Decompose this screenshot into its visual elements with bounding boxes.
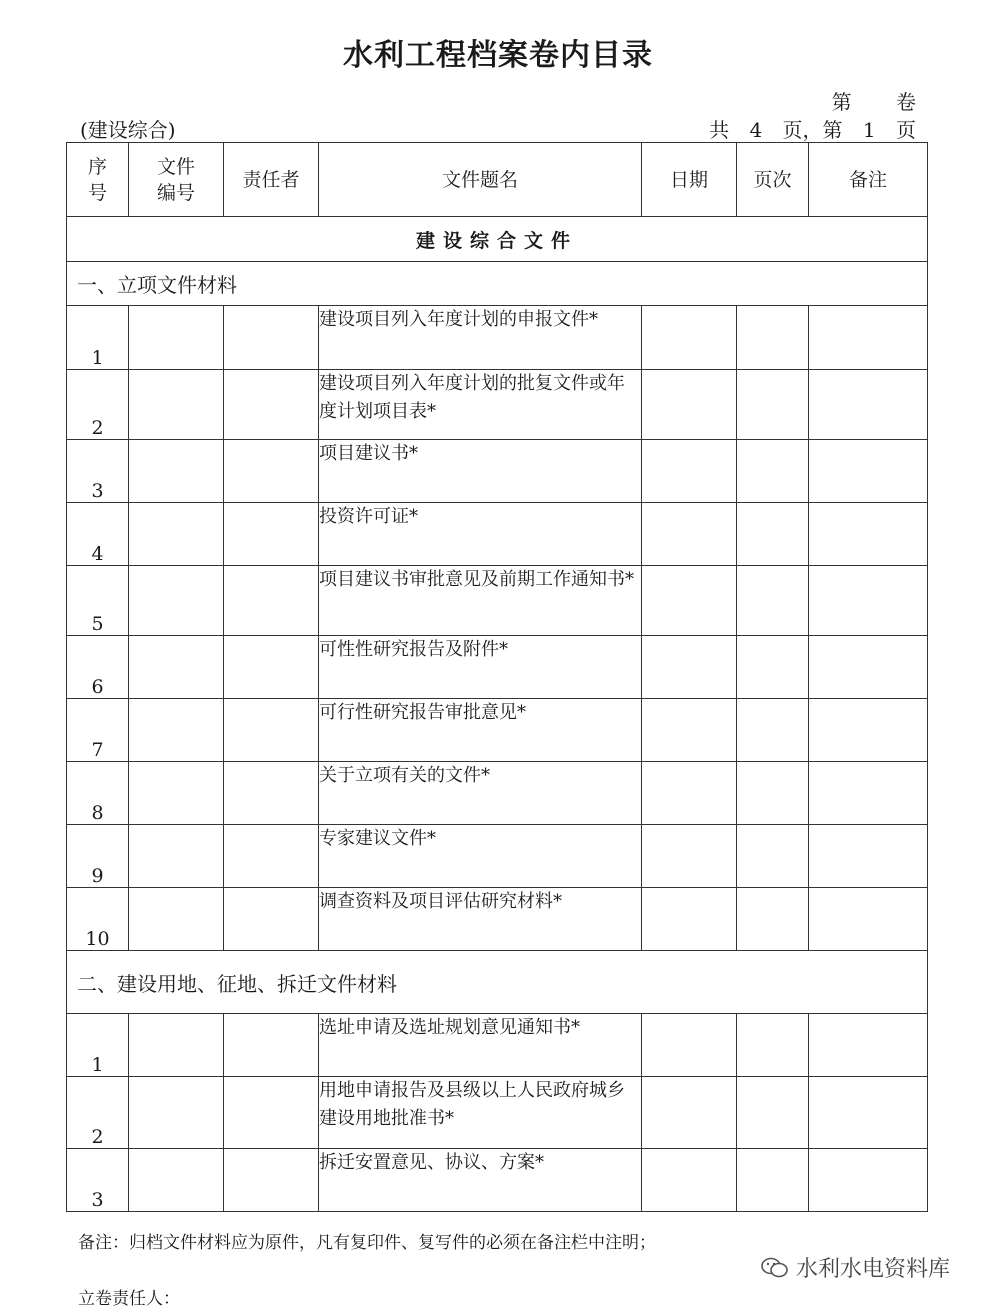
row-file-no [129, 1014, 224, 1077]
page-title: 水利工程档案卷内目录 [343, 38, 653, 73]
page-unit: 页，第 [782, 118, 843, 142]
row-owner [224, 503, 319, 566]
header-row [67, 143, 928, 217]
table-row [67, 1149, 928, 1212]
row-owner [224, 440, 319, 503]
row-owner [224, 888, 319, 951]
row-pages [737, 762, 809, 825]
row-title: 可性性研究报告及附件* [319, 636, 642, 699]
group-label: 一、立项文件材料 [67, 262, 928, 306]
header-date: 日期 [642, 143, 737, 217]
row-file-no [129, 762, 224, 825]
row-title: 选址申请及选址规划意见通知书* [319, 1014, 642, 1077]
row-seq: 6 [67, 636, 129, 699]
table-row [67, 636, 928, 699]
row-remarks [809, 1149, 928, 1212]
row-seq: 9 [67, 825, 129, 888]
header-pages: 页次 [737, 143, 809, 217]
row-pages [737, 699, 809, 762]
row-remarks [809, 1014, 928, 1077]
row-file-no [129, 440, 224, 503]
row-owner [224, 636, 319, 699]
page-info [709, 114, 916, 143]
row-seq: 2 [67, 1077, 129, 1149]
row-pages [737, 370, 809, 440]
row-pages [737, 888, 809, 951]
row-title: 专家建议文件* [319, 825, 642, 888]
row-owner [224, 825, 319, 888]
row-title: 项目建议书审批意见及前期工作通知书* [319, 566, 642, 636]
row-pages [737, 636, 809, 699]
row-file-no [129, 370, 224, 440]
header-seq [67, 143, 129, 217]
row-file-no [129, 825, 224, 888]
row-seq: 4 [67, 503, 129, 566]
catalog-table [66, 142, 928, 1212]
row-owner [224, 762, 319, 825]
row-owner [224, 1014, 319, 1077]
row-pages [737, 825, 809, 888]
row-remarks [809, 566, 928, 636]
row-date [642, 1014, 737, 1077]
section-row [67, 217, 928, 262]
row-pages [737, 503, 809, 566]
row-pages [737, 306, 809, 370]
page-total: 4 [749, 118, 763, 142]
table-row [67, 503, 928, 566]
table-row [67, 762, 928, 825]
row-date [642, 440, 737, 503]
row-file-no [129, 1077, 224, 1149]
row-file-no [129, 1149, 224, 1212]
row-date [642, 636, 737, 699]
row-date [642, 503, 737, 566]
row-owner [224, 1149, 319, 1212]
row-remarks [809, 306, 928, 370]
page-end: 页 [896, 118, 916, 142]
row-pages [737, 566, 809, 636]
header-remarks: 备注 [809, 143, 928, 217]
header-file-no [129, 143, 224, 217]
volume-label-right: 卷 [896, 90, 916, 114]
section-title: 建设综合文件 [67, 217, 928, 262]
row-seq: 1 [67, 306, 129, 370]
row-date [642, 888, 737, 951]
row-date [642, 825, 737, 888]
row-title: 项目建议书* [319, 440, 642, 503]
row-title: 拆迁安置意见、协议、方案* [319, 1149, 642, 1212]
table-row [67, 825, 928, 888]
row-seq: 5 [67, 566, 129, 636]
table-row [67, 699, 928, 762]
catalog-body [67, 217, 928, 1212]
row-remarks [809, 888, 928, 951]
group-row [67, 951, 928, 1014]
row-remarks [809, 440, 928, 503]
row-remarks [809, 762, 928, 825]
row-remarks [809, 503, 928, 566]
row-date [642, 1077, 737, 1149]
row-date [642, 699, 737, 762]
header-seq-line1: 序 [87, 155, 107, 178]
row-pages [737, 1077, 809, 1149]
row-file-no [129, 566, 224, 636]
row-remarks [809, 825, 928, 888]
watermark-text: 水利水电资料库 [796, 1257, 951, 1282]
row-date [642, 306, 737, 370]
row-title: 用地申请报告及县级以上人民政府城乡建设用地批准书* [319, 1077, 642, 1149]
row-owner [224, 306, 319, 370]
table-row [67, 440, 928, 503]
row-file-no [129, 699, 224, 762]
header-title: 文件题名 [319, 143, 642, 217]
row-seq: 2 [67, 370, 129, 440]
row-date [642, 370, 737, 440]
volume-label-left: 第 [831, 90, 852, 114]
table-row [67, 370, 928, 440]
row-seq: 7 [67, 699, 129, 762]
table-row [67, 1014, 928, 1077]
row-owner [224, 370, 319, 440]
row-owner [224, 566, 319, 636]
row-seq: 8 [67, 762, 129, 825]
table-row [67, 306, 928, 370]
page-total-label: 共 [709, 118, 730, 142]
row-remarks [809, 699, 928, 762]
row-date [642, 566, 737, 636]
group-label: 二、建设用地、征地、拆迁文件材料 [67, 951, 928, 1014]
table-row [67, 1077, 928, 1149]
row-seq: 1 [67, 1014, 129, 1077]
row-pages [737, 440, 809, 503]
row-seq: 3 [67, 440, 129, 503]
category-label: (建设综合) [80, 118, 176, 142]
row-file-no [129, 503, 224, 566]
row-title: 调查资料及项目评估研究材料* [319, 888, 642, 951]
wechat-icon [760, 1256, 790, 1280]
table-row [67, 566, 928, 636]
row-pages [737, 1014, 809, 1077]
page-current: 1 [862, 118, 876, 142]
row-file-no [129, 306, 224, 370]
row-title: 建设项目列入年度计划的批复文件或年度计划项目表* [319, 370, 642, 440]
row-owner [224, 699, 319, 762]
row-seq: 10 [67, 888, 129, 951]
watermark [760, 1252, 950, 1283]
group-row [67, 262, 928, 306]
row-remarks [809, 1077, 928, 1149]
header-file-no-line2: 编号 [156, 181, 195, 204]
header-file-no-line1: 文件 [156, 155, 195, 178]
footer-note: 备注：归档文件材料应为原件，凡有复印件、复写件的必须在备注栏中注明； [78, 1233, 656, 1253]
row-date [642, 762, 737, 825]
volume-label [832, 86, 916, 115]
row-remarks [809, 636, 928, 699]
row-remarks [809, 370, 928, 440]
row-date [642, 1149, 737, 1212]
row-title: 可行性研究报告审批意见* [319, 699, 642, 762]
row-title: 关于立项有关的文件* [319, 762, 642, 825]
row-pages [737, 1149, 809, 1212]
row-file-no [129, 636, 224, 699]
header-seq-line2: 号 [87, 181, 107, 204]
row-seq: 3 [67, 1149, 129, 1212]
table-row [67, 888, 928, 951]
signer-label: 立卷责任人： [78, 1289, 180, 1309]
row-file-no [129, 888, 224, 951]
row-title: 投资许可证* [319, 503, 642, 566]
row-owner [224, 1077, 319, 1149]
header-owner: 责任者 [224, 143, 319, 217]
row-title: 建设项目列入年度计划的申报文件* [319, 306, 642, 370]
